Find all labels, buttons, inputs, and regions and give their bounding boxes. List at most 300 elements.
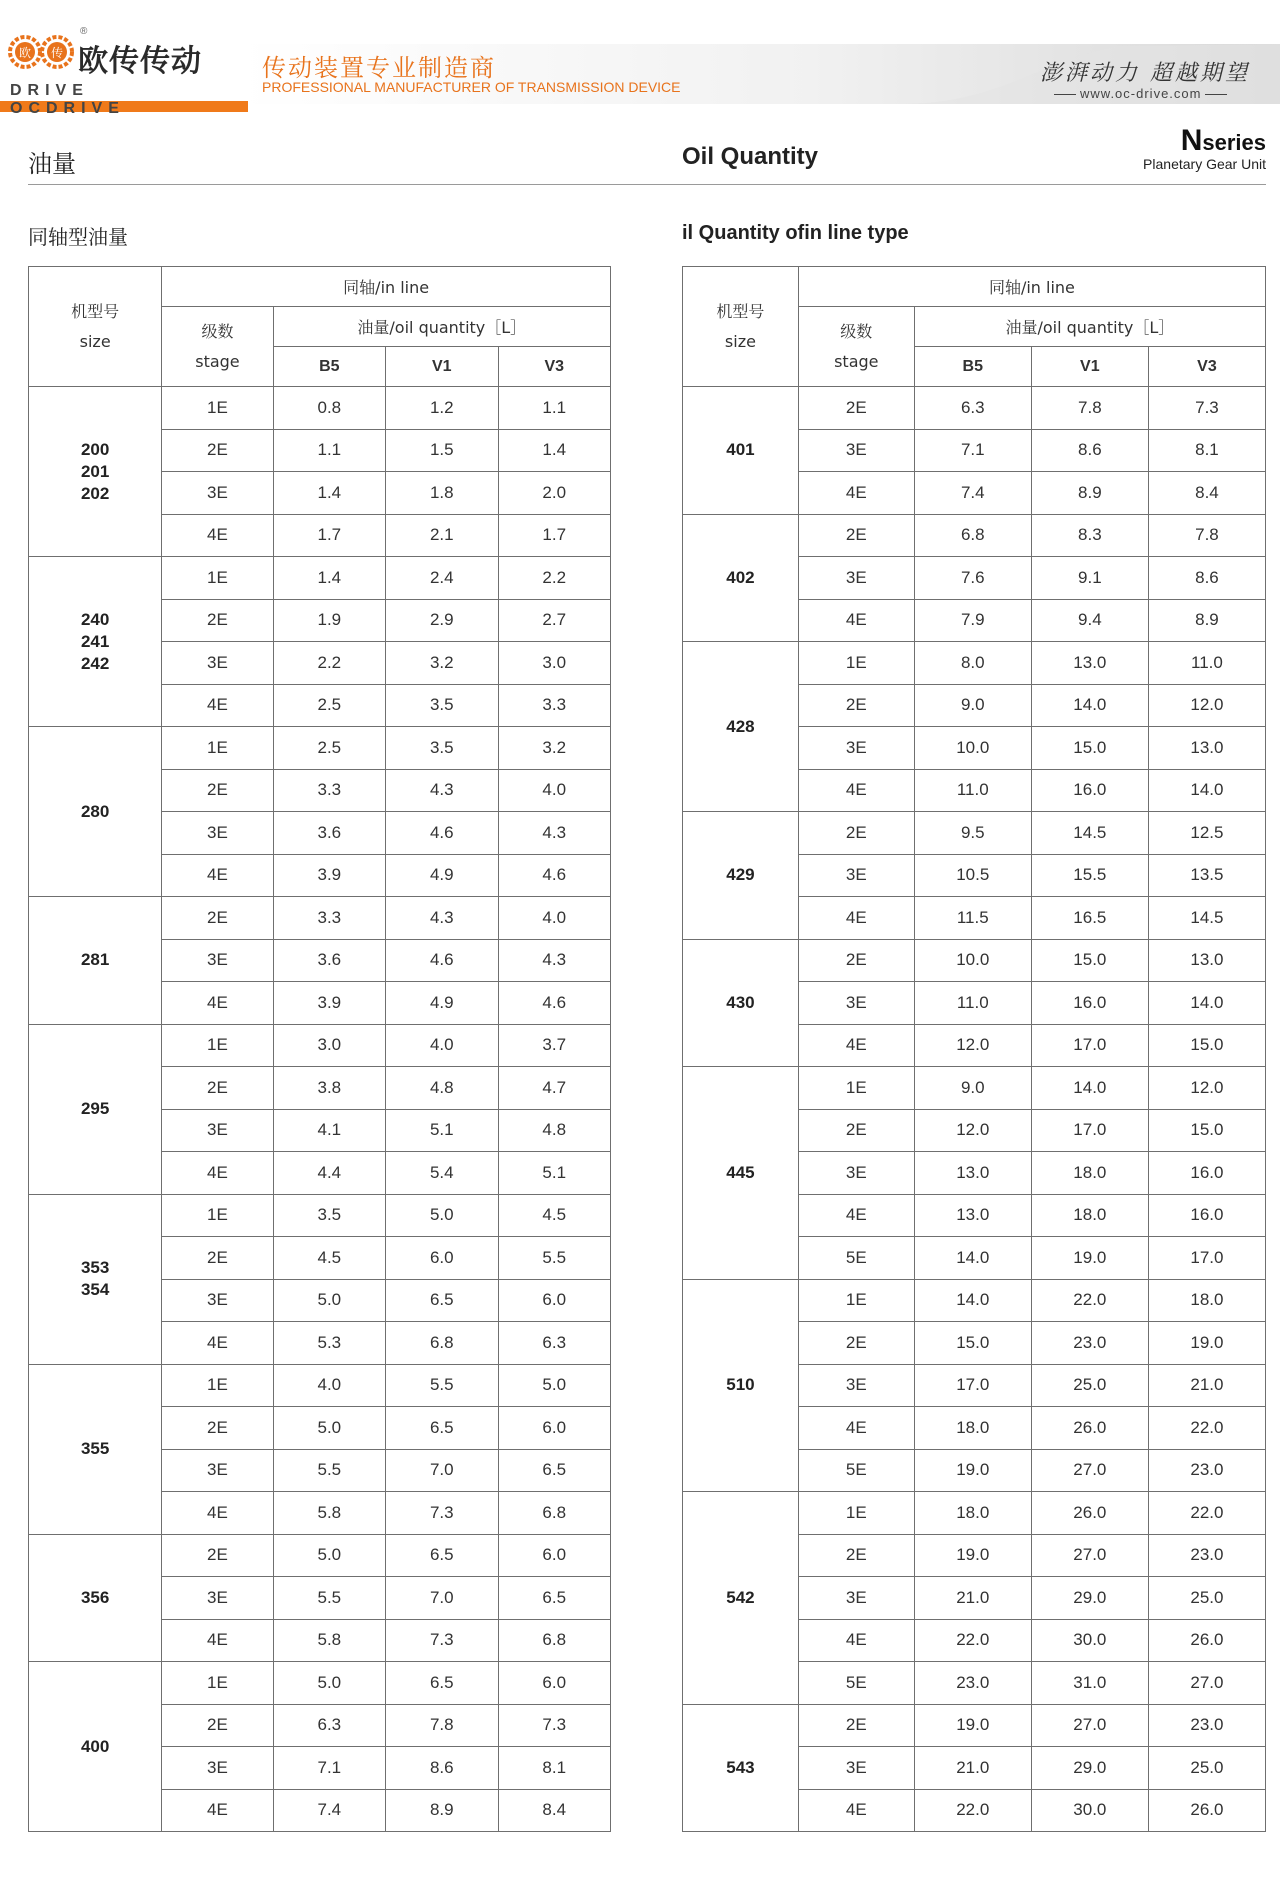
v1-header: V1 bbox=[386, 347, 498, 387]
table-row bbox=[29, 1364, 611, 1407]
b5-cell: 10.0 bbox=[914, 727, 1031, 770]
v3-cell: 6.8 bbox=[498, 1492, 611, 1535]
v1-cell: 5.1 bbox=[386, 1109, 498, 1152]
stage-cell: 4E bbox=[798, 1024, 914, 1067]
v1-cell: 27.0 bbox=[1031, 1449, 1148, 1492]
stage-cell: 4E bbox=[162, 982, 273, 1025]
stage-cell: 2E bbox=[798, 1109, 914, 1152]
v3-cell: 6.0 bbox=[498, 1534, 611, 1577]
b5-header: B5 bbox=[273, 347, 385, 387]
v1-cell: 17.0 bbox=[1031, 1109, 1148, 1152]
v1-cell: 4.6 bbox=[386, 939, 498, 982]
v1-cell: 18.0 bbox=[1031, 1194, 1148, 1237]
b5-cell: 5.0 bbox=[273, 1279, 385, 1322]
v1-cell: 23.0 bbox=[1031, 1322, 1148, 1365]
size-value: 241 bbox=[80, 631, 110, 651]
v3-cell: 22.0 bbox=[1148, 1407, 1265, 1450]
size-cell bbox=[29, 1024, 162, 1194]
v1-cell: 1.8 bbox=[386, 472, 498, 515]
b5-cell: 2.2 bbox=[273, 642, 385, 685]
v1-cell: 8.9 bbox=[1031, 472, 1148, 515]
stage-cell: 5E bbox=[798, 1237, 914, 1280]
v1-cell: 27.0 bbox=[1031, 1704, 1148, 1747]
v3-cell: 4.0 bbox=[498, 769, 611, 812]
b5-cell: 9.0 bbox=[914, 1067, 1031, 1110]
size-cell bbox=[683, 1067, 799, 1280]
v1-cell: 4.6 bbox=[386, 812, 498, 855]
table-row bbox=[683, 1704, 1266, 1747]
b5-cell: 11.5 bbox=[914, 897, 1031, 940]
stage-cell: 3E bbox=[162, 939, 273, 982]
v1-cell: 6.8 bbox=[386, 1322, 498, 1365]
b5-cell: 5.0 bbox=[273, 1534, 385, 1577]
size-value: 543 bbox=[726, 1757, 755, 1777]
stage-cell: 4E bbox=[798, 897, 914, 940]
b5-cell: 11.0 bbox=[914, 769, 1031, 812]
right-table-title: il Quantity ofin line type bbox=[682, 222, 909, 244]
page-title-english: Oil Quantity bbox=[682, 143, 819, 170]
b5-cell: 3.3 bbox=[273, 897, 385, 940]
v1-cell: 5.0 bbox=[386, 1194, 498, 1237]
table-row bbox=[29, 897, 611, 940]
size-value: 430 bbox=[726, 992, 755, 1012]
v1-cell: 15.5 bbox=[1031, 854, 1148, 897]
table-row bbox=[683, 1492, 1266, 1535]
logo-ring-left: 欧 bbox=[18, 46, 32, 60]
b5-cell: 14.0 bbox=[914, 1279, 1031, 1322]
v3-cell: 8.9 bbox=[1148, 599, 1265, 642]
v1-cell: 7.0 bbox=[386, 1577, 498, 1620]
v3-cell: 5.5 bbox=[498, 1237, 611, 1280]
size-cell bbox=[29, 1534, 162, 1662]
stage-cell: 4E bbox=[162, 684, 273, 727]
stage-cell: 3E bbox=[162, 642, 273, 685]
v3-cell: 13.0 bbox=[1148, 727, 1265, 770]
v1-cell: 2.9 bbox=[386, 599, 498, 642]
v3-cell: 6.0 bbox=[498, 1407, 611, 1450]
stage-cell: 4E bbox=[162, 854, 273, 897]
v1-cell: 2.1 bbox=[386, 514, 498, 557]
b5-cell: 5.5 bbox=[273, 1577, 385, 1620]
b5-cell: 3.8 bbox=[273, 1067, 385, 1110]
stage-cell: 1E bbox=[798, 1067, 914, 1110]
b5-cell: 4.4 bbox=[273, 1152, 385, 1195]
stage-header bbox=[798, 307, 914, 387]
table-row bbox=[29, 1534, 611, 1577]
v1-cell: 5.4 bbox=[386, 1152, 498, 1195]
logo-english-name: DRIVE OCDRIVE bbox=[10, 82, 125, 117]
stage-cell: 3E bbox=[162, 1747, 273, 1790]
v3-cell: 19.0 bbox=[1148, 1322, 1265, 1365]
v3-cell: 4.0 bbox=[498, 897, 611, 940]
v3-cell: 3.3 bbox=[498, 684, 611, 727]
b5-cell: 3.3 bbox=[273, 769, 385, 812]
stage-cell: 3E bbox=[798, 1747, 914, 1790]
stage-header bbox=[162, 307, 273, 387]
v1-cell: 4.9 bbox=[386, 854, 498, 897]
b5-cell: 7.4 bbox=[273, 1789, 385, 1832]
stage-cell: 1E bbox=[162, 1194, 273, 1237]
stage-cell: 2E bbox=[162, 599, 273, 642]
b5-cell: 12.0 bbox=[914, 1024, 1031, 1067]
v3-cell: 12.5 bbox=[1148, 812, 1265, 855]
v3-cell: 6.0 bbox=[498, 1662, 611, 1705]
v3-cell: 1.1 bbox=[498, 387, 611, 430]
v1-cell: 14.5 bbox=[1031, 812, 1148, 855]
size-value: 242 bbox=[80, 653, 110, 673]
table-row bbox=[683, 812, 1266, 855]
b5-cell: 13.0 bbox=[914, 1194, 1031, 1237]
v3-cell: 4.3 bbox=[498, 939, 611, 982]
b5-cell: 3.0 bbox=[273, 1024, 385, 1067]
stage-cell: 4E bbox=[798, 1194, 914, 1237]
size-cell bbox=[683, 939, 799, 1067]
v3-cell: 2.2 bbox=[498, 557, 611, 600]
size-value: 240 bbox=[80, 609, 110, 629]
b5-cell: 19.0 bbox=[914, 1704, 1031, 1747]
v3-cell: 13.5 bbox=[1148, 854, 1265, 897]
v1-cell: 27.0 bbox=[1031, 1534, 1148, 1577]
stage-cell: 3E bbox=[162, 472, 273, 515]
size-cell bbox=[29, 557, 162, 727]
table-row bbox=[29, 727, 611, 770]
size-value: 353 bbox=[80, 1258, 110, 1277]
v3-cell: 6.5 bbox=[498, 1577, 611, 1620]
oil-quantity-header: 油量/oil quantity［L］ bbox=[273, 307, 610, 347]
b5-cell: 6.3 bbox=[273, 1704, 385, 1747]
b5-cell: 10.5 bbox=[914, 854, 1031, 897]
b5-cell: 2.5 bbox=[273, 684, 385, 727]
v1-cell: 19.0 bbox=[1031, 1237, 1148, 1280]
stage-cell: 1E bbox=[162, 387, 273, 430]
v1-cell: 17.0 bbox=[1031, 1024, 1148, 1067]
stage-cell: 1E bbox=[162, 727, 273, 770]
b5-cell: 6.8 bbox=[914, 514, 1031, 557]
logo-chinese-name: 欧传传动 bbox=[78, 44, 202, 79]
table-row bbox=[29, 557, 611, 600]
v1-cell: 22.0 bbox=[1031, 1279, 1148, 1322]
v1-cell: 7.3 bbox=[386, 1619, 498, 1662]
v3-cell: 4.3 bbox=[498, 812, 611, 855]
stage-cell: 2E bbox=[162, 769, 273, 812]
b5-cell: 3.9 bbox=[273, 854, 385, 897]
stage-cell: 3E bbox=[162, 812, 273, 855]
slogan: 澎湃动力 超越期望 bbox=[1040, 61, 1250, 86]
b5-cell: 18.0 bbox=[914, 1407, 1031, 1450]
page-title-chinese: 油量 bbox=[28, 150, 76, 178]
v1-cell: 7.0 bbox=[386, 1449, 498, 1492]
v3-cell: 26.0 bbox=[1148, 1619, 1265, 1662]
b5-cell: 7.9 bbox=[914, 599, 1031, 642]
b5-cell: 7.6 bbox=[914, 557, 1031, 600]
stage-cell: 1E bbox=[798, 1492, 914, 1535]
stage-cell: 4E bbox=[798, 1789, 914, 1832]
b5-cell: 5.8 bbox=[273, 1492, 385, 1535]
v1-cell: 30.0 bbox=[1031, 1619, 1148, 1662]
b5-cell: 21.0 bbox=[914, 1747, 1031, 1790]
v3-cell: 8.1 bbox=[1148, 429, 1265, 472]
v3-cell: 7.3 bbox=[498, 1704, 611, 1747]
v3-cell: 15.0 bbox=[1148, 1109, 1265, 1152]
stage-cell: 2E bbox=[798, 387, 914, 430]
left-oil-table bbox=[28, 266, 611, 1832]
size-header-en: size bbox=[724, 331, 756, 351]
v3-cell: 4.6 bbox=[498, 854, 611, 897]
left-table-title: 同轴型油量 bbox=[28, 225, 128, 249]
b5-cell: 9.5 bbox=[914, 812, 1031, 855]
v3-cell: 3.7 bbox=[498, 1024, 611, 1067]
b5-cell: 4.1 bbox=[273, 1109, 385, 1152]
stage-cell: 5E bbox=[798, 1662, 914, 1705]
size-value: 295 bbox=[80, 1099, 110, 1118]
size-value: 542 bbox=[726, 1587, 755, 1607]
v1-cell: 6.5 bbox=[386, 1662, 498, 1705]
b5-cell: 19.0 bbox=[914, 1534, 1031, 1577]
stage-cell: 3E bbox=[798, 854, 914, 897]
table-row bbox=[29, 387, 611, 430]
size-value: 510 bbox=[726, 1375, 755, 1395]
stage-header-cn: 级数 bbox=[201, 321, 234, 341]
tagline-chinese: 传动装置专业制造商 bbox=[262, 54, 496, 82]
size-header-en: size bbox=[79, 331, 111, 351]
stage-cell: 1E bbox=[162, 1024, 273, 1067]
table-row bbox=[683, 1067, 1266, 1110]
v1-cell: 18.0 bbox=[1031, 1152, 1148, 1195]
b5-cell: 1.9 bbox=[273, 599, 385, 642]
v3-cell: 16.0 bbox=[1148, 1194, 1265, 1237]
v1-cell: 1.2 bbox=[386, 387, 498, 430]
v3-cell: 18.0 bbox=[1148, 1279, 1265, 1322]
v1-cell: 3.5 bbox=[386, 684, 498, 727]
v1-cell: 3.5 bbox=[386, 727, 498, 770]
size-value: 354 bbox=[80, 1280, 110, 1299]
size-cell bbox=[29, 387, 162, 557]
stage-cell: 2E bbox=[798, 939, 914, 982]
stage-cell: 2E bbox=[798, 1704, 914, 1747]
b5-cell: 4.5 bbox=[273, 1237, 385, 1280]
b5-cell: 19.0 bbox=[914, 1449, 1031, 1492]
size-value: 429 bbox=[726, 865, 755, 885]
table-row bbox=[683, 939, 1266, 982]
b5-cell: 5.3 bbox=[273, 1322, 385, 1365]
size-header-cn: 机型号 bbox=[71, 301, 120, 321]
v3-cell: 8.6 bbox=[1148, 557, 1265, 600]
size-header bbox=[683, 267, 799, 387]
b5-cell: 22.0 bbox=[914, 1789, 1031, 1832]
v1-cell: 9.4 bbox=[1031, 599, 1148, 642]
b5-cell: 12.0 bbox=[914, 1109, 1031, 1152]
b5-cell: 3.6 bbox=[273, 812, 385, 855]
v3-cell: 5.0 bbox=[498, 1364, 611, 1407]
v3-cell: 22.0 bbox=[1148, 1492, 1265, 1535]
v3-cell: 8.4 bbox=[498, 1789, 611, 1832]
size-cell bbox=[29, 727, 162, 897]
stage-cell: 3E bbox=[162, 1577, 273, 1620]
inline-header: 同轴/in line bbox=[798, 267, 1265, 307]
v1-header: V1 bbox=[1031, 347, 1148, 387]
stage-cell: 3E bbox=[798, 1364, 914, 1407]
v1-cell: 16.0 bbox=[1031, 982, 1148, 1025]
v3-cell: 12.0 bbox=[1148, 684, 1265, 727]
size-header-cn: 机型号 bbox=[716, 301, 765, 321]
table-row bbox=[29, 1194, 611, 1237]
v1-cell: 26.0 bbox=[1031, 1407, 1148, 1450]
stage-cell: 4E bbox=[798, 1407, 914, 1450]
v3-cell: 1.4 bbox=[498, 429, 611, 472]
b5-cell: 3.5 bbox=[273, 1194, 385, 1237]
stage-header-en: stage bbox=[834, 351, 879, 371]
v1-cell: 6.0 bbox=[386, 1237, 498, 1280]
stage-cell: 4E bbox=[798, 599, 914, 642]
stage-cell: 4E bbox=[162, 514, 273, 557]
stage-cell: 2E bbox=[162, 1704, 273, 1747]
v1-cell: 1.5 bbox=[386, 429, 498, 472]
stage-cell: 4E bbox=[162, 1789, 273, 1832]
v3-cell: 17.0 bbox=[1148, 1237, 1265, 1280]
size-cell bbox=[29, 897, 162, 1025]
b5-cell: 3.9 bbox=[273, 982, 385, 1025]
stage-cell: 4E bbox=[162, 1492, 273, 1535]
stage-cell: 2E bbox=[162, 897, 273, 940]
b5-cell: 18.0 bbox=[914, 1492, 1031, 1535]
b5-cell: 14.0 bbox=[914, 1237, 1031, 1280]
b5-header: B5 bbox=[914, 347, 1031, 387]
stage-cell: 3E bbox=[162, 1109, 273, 1152]
size-value: 201 bbox=[80, 461, 110, 481]
stage-cell: 2E bbox=[162, 1237, 273, 1280]
v1-cell: 29.0 bbox=[1031, 1577, 1148, 1620]
size-cell bbox=[683, 387, 799, 515]
stage-cell: 2E bbox=[798, 684, 914, 727]
v3-cell: 6.0 bbox=[498, 1279, 611, 1322]
series-letter: N bbox=[1180, 124, 1203, 157]
stage-cell: 3E bbox=[798, 1577, 914, 1620]
v3-cell: 5.1 bbox=[498, 1152, 611, 1195]
title-divider bbox=[28, 184, 1266, 185]
v1-cell: 29.0 bbox=[1031, 1747, 1148, 1790]
v3-cell: 21.0 bbox=[1148, 1364, 1265, 1407]
stage-cell: 3E bbox=[162, 1279, 273, 1322]
v1-cell: 8.3 bbox=[1031, 514, 1148, 557]
v1-cell: 26.0 bbox=[1031, 1492, 1148, 1535]
v3-cell: 6.5 bbox=[498, 1449, 611, 1492]
v1-cell: 8.6 bbox=[1031, 429, 1148, 472]
b5-cell: 15.0 bbox=[914, 1322, 1031, 1365]
v3-cell: 14.0 bbox=[1148, 769, 1265, 812]
stage-cell: 1E bbox=[798, 1279, 914, 1322]
v1-cell: 4.8 bbox=[386, 1067, 498, 1110]
page-header bbox=[0, 0, 1280, 117]
logo-gear-icon bbox=[8, 28, 76, 76]
v3-cell: 12.0 bbox=[1148, 1067, 1265, 1110]
b5-cell: 0.8 bbox=[273, 387, 385, 430]
oil-quantity-header: 油量/oil quantity［L］ bbox=[914, 307, 1265, 347]
v3-cell: 15.0 bbox=[1148, 1024, 1265, 1067]
b5-cell: 4.0 bbox=[273, 1364, 385, 1407]
v3-cell: 8.4 bbox=[1148, 472, 1265, 515]
v3-cell: 26.0 bbox=[1148, 1789, 1265, 1832]
stage-cell: 2E bbox=[162, 1407, 273, 1450]
size-value: 356 bbox=[80, 1587, 110, 1607]
v1-cell: 30.0 bbox=[1031, 1789, 1148, 1832]
size-cell bbox=[683, 1279, 799, 1492]
v3-cell: 23.0 bbox=[1148, 1449, 1265, 1492]
v1-cell: 7.8 bbox=[1031, 387, 1148, 430]
b5-cell: 11.0 bbox=[914, 982, 1031, 1025]
website-link[interactable]: www.oc-drive.com bbox=[1050, 86, 1231, 101]
v3-cell: 7.8 bbox=[1148, 514, 1265, 557]
v1-cell: 14.0 bbox=[1031, 684, 1148, 727]
stage-cell: 4E bbox=[798, 769, 914, 812]
v1-cell: 4.9 bbox=[386, 982, 498, 1025]
v1-cell: 14.0 bbox=[1031, 1067, 1148, 1110]
stage-cell: 3E bbox=[798, 982, 914, 1025]
size-cell bbox=[29, 1662, 162, 1832]
size-value: 202 bbox=[80, 483, 110, 503]
series-label bbox=[1143, 124, 1266, 172]
size-value: 200 bbox=[80, 439, 110, 459]
v3-cell: 4.8 bbox=[498, 1109, 611, 1152]
inline-header: 同轴/in line bbox=[162, 267, 611, 307]
v1-cell: 7.3 bbox=[386, 1492, 498, 1535]
b5-cell: 5.5 bbox=[273, 1449, 385, 1492]
b5-cell: 10.0 bbox=[914, 939, 1031, 982]
stage-cell: 4E bbox=[162, 1322, 273, 1365]
v3-header: V3 bbox=[498, 347, 611, 387]
size-cell bbox=[683, 514, 799, 642]
registered-icon: ® bbox=[80, 26, 88, 37]
v1-cell: 2.4 bbox=[386, 557, 498, 600]
v3-cell: 27.0 bbox=[1148, 1662, 1265, 1705]
v3-cell: 13.0 bbox=[1148, 939, 1265, 982]
v3-cell: 23.0 bbox=[1148, 1534, 1265, 1577]
table-row bbox=[683, 387, 1266, 430]
stage-cell: 3E bbox=[798, 429, 914, 472]
company-logo[interactable] bbox=[6, 22, 202, 117]
logo-ring-right: 传 bbox=[50, 46, 64, 60]
b5-cell: 7.1 bbox=[273, 1747, 385, 1790]
v3-cell: 25.0 bbox=[1148, 1577, 1265, 1620]
stage-header-en: stage bbox=[195, 351, 240, 371]
stage-cell: 3E bbox=[162, 1449, 273, 1492]
table-row bbox=[683, 1279, 1266, 1322]
v1-cell: 3.2 bbox=[386, 642, 498, 685]
size-cell bbox=[29, 1364, 162, 1534]
size-cell bbox=[683, 1492, 799, 1705]
v1-cell: 7.8 bbox=[386, 1704, 498, 1747]
b5-cell: 5.0 bbox=[273, 1662, 385, 1705]
stage-cell: 1E bbox=[162, 1364, 273, 1407]
stage-cell: 2E bbox=[798, 514, 914, 557]
stage-cell: 1E bbox=[798, 642, 914, 685]
b5-cell: 9.0 bbox=[914, 684, 1031, 727]
stage-cell: 1E bbox=[162, 1662, 273, 1705]
b5-cell: 1.7 bbox=[273, 514, 385, 557]
size-value: 401 bbox=[726, 440, 755, 460]
v3-cell: 1.7 bbox=[498, 514, 611, 557]
stage-cell: 2E bbox=[798, 1322, 914, 1365]
size-value: 280 bbox=[80, 801, 110, 821]
stage-cell: 3E bbox=[798, 557, 914, 600]
b5-cell: 1.1 bbox=[273, 429, 385, 472]
v1-cell: 5.5 bbox=[386, 1364, 498, 1407]
v3-cell: 3.0 bbox=[498, 642, 611, 685]
b5-cell: 2.5 bbox=[273, 727, 385, 770]
tagline-english: PROFESSIONAL MANUFACTURER OF TRANSMISSION DEVICE bbox=[262, 79, 681, 95]
b5-cell: 22.0 bbox=[914, 1619, 1031, 1662]
v1-cell: 4.3 bbox=[386, 897, 498, 940]
size-cell bbox=[29, 1194, 162, 1364]
